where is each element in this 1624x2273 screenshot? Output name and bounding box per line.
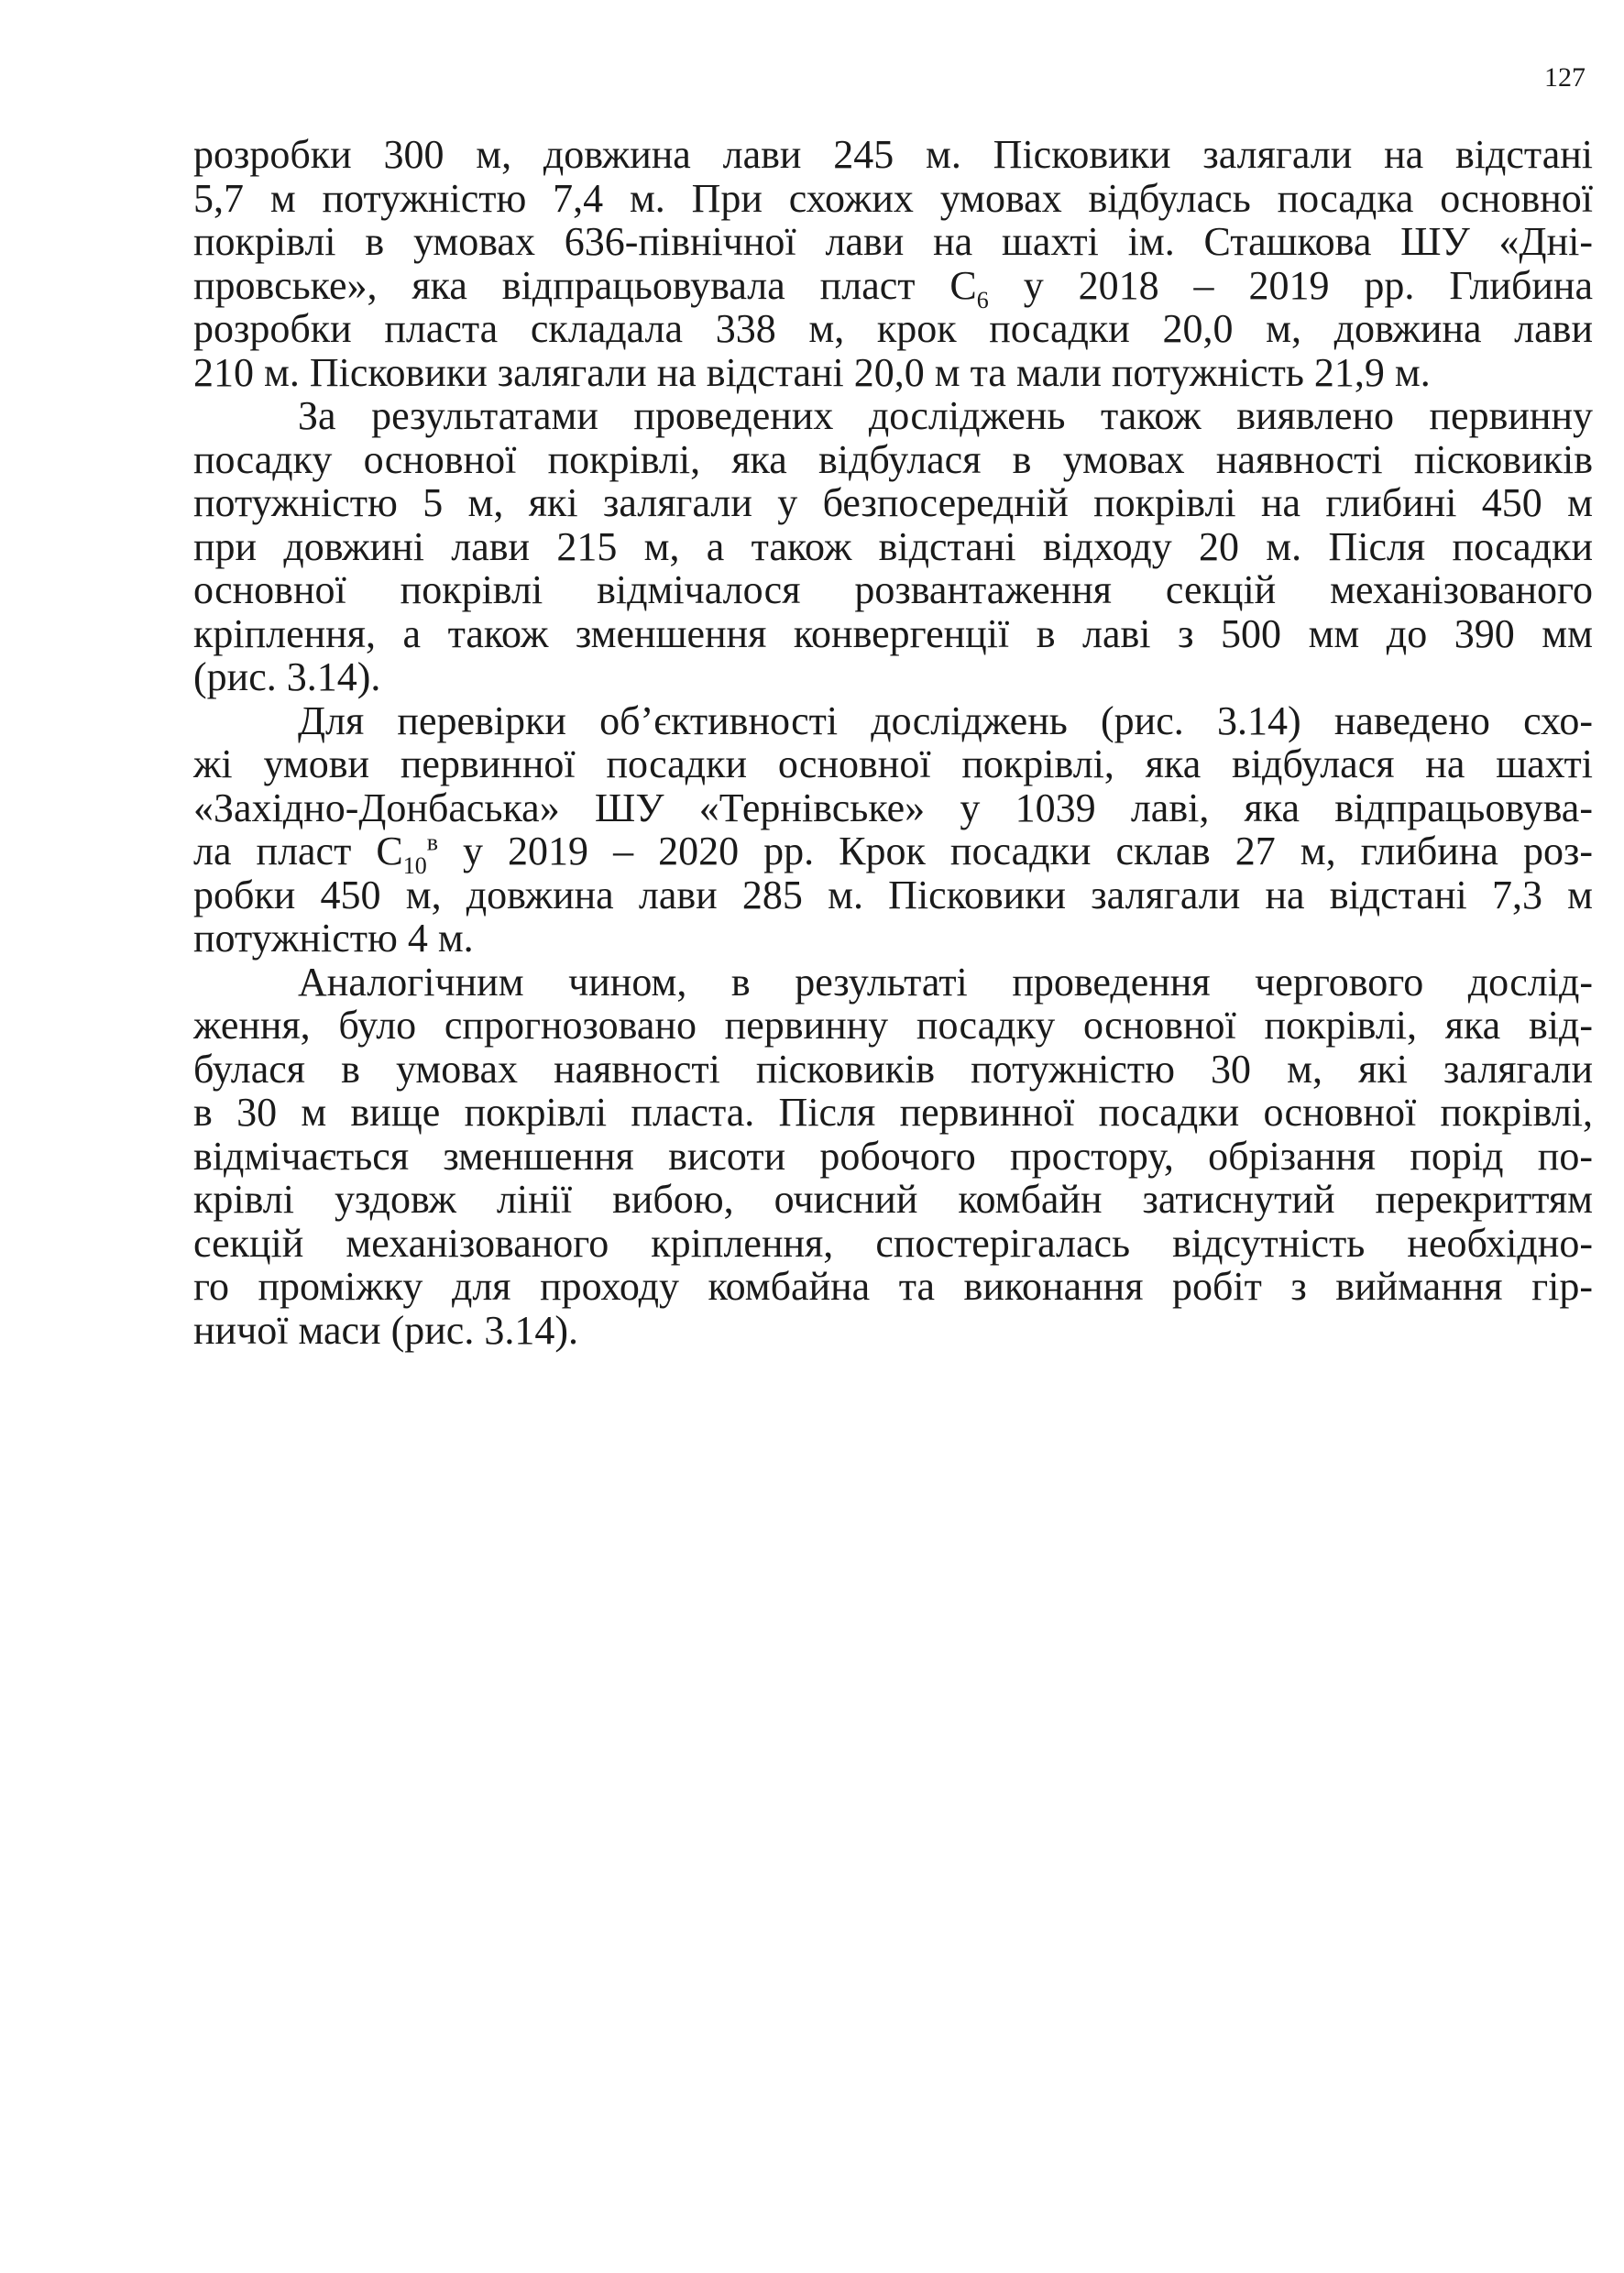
text-line: розробки 300 м, довжина лави 245 м. Пісковики залягали на відстані (193, 132, 1593, 177)
text-line: крівлі уздовж лінії вибою, очисний комбайн затиснутий перекриттям (193, 1177, 1593, 1222)
text-line: робки 450 м, довжина лави 285 м. Пісковики залягали на відстані 7,3 м (193, 872, 1593, 917)
text-line: ження, було спрогнозовано первинну посадку основної покрівлі, яка від- (193, 1003, 1593, 1048)
text-line: «Західно-Донбаська» ШУ «Тернівське» у 1039 лаві, яка відпрацьовува- (193, 785, 1593, 830)
text-line: розробки пласта складала 338 м, крок посадки 20,0 м, довжина лави (193, 306, 1593, 351)
page-number: 127 (1544, 62, 1586, 93)
text-line: булася в умовах наявності пісковиків потужністю 30 м, які залягали (193, 1046, 1593, 1092)
text-line: жі умови первинної посадки основної покрівлі, яка відбулася на шахті (193, 741, 1593, 786)
text-line: Для перевірки об’єктивності досліджень (рис. 3.14) наведено схо- (298, 697, 1593, 743)
text-line: За результатами проведених досліджень також виявлено первинну (298, 393, 1593, 438)
text-line: основної покрівлі відмічалося розвантаження секцій механізованого (193, 567, 1593, 612)
text-line: го проміжку для проходу комбайна та виконання робіт з виймання гір- (193, 1264, 1593, 1309)
text-line: ничої маси (рис. 3.14). (193, 1307, 578, 1353)
text-line: відмічається зменшення висоти робочого простору, обрізання порід по- (193, 1133, 1593, 1179)
text-line: 5,7 м потужністю 7,4 м. При схожих умовах відбулась посадка основної (193, 175, 1593, 221)
text-line: провське», яка відпрацьовувала пласт $С_6$ у 2018 – 2019 рр. Глибина (193, 262, 1593, 313)
text-line: потужністю 4 м. (193, 916, 474, 961)
text-line: Аналогічним чином, в результаті проведення чергового дослід- (298, 959, 1593, 1005)
text-line: ла пласт $С_{10}^в$ у 2019 – 2020 рр. Крок посадки склав 27 м, глибина роз- (193, 829, 1593, 879)
text-line: посадку основної покрівлі, яка відбулася в умовах наявності пісковиків (193, 436, 1593, 482)
text-line: в 30 м вище покрівлі пласта. Після первинної посадки основної покрівлі, (193, 1090, 1593, 1135)
text-line: 210 м. Пісковики залягали на відстані 20,0 м та мали потужність 21,9 м. (193, 349, 1431, 395)
text-line: секцій механізованого кріплення, спостерігалась відсутність необхідно- (193, 1220, 1593, 1266)
text-line: потужністю 5 м, які залягали у безпосередній покрівлі на глибині 450 м (193, 480, 1593, 525)
text-line: (рис. 3.14). (193, 654, 381, 699)
text-line: кріплення, а також зменшення конвергенції в лаві з 500 мм до 390 мм (193, 610, 1593, 656)
text-line: при довжині лави 215 м, а також відстані відходу 20 м. Після посадки (193, 523, 1593, 569)
text-line: покрівлі в умовах 636-північної лави на шахті ім. Сташкова ШУ «Дні- (193, 219, 1593, 264)
